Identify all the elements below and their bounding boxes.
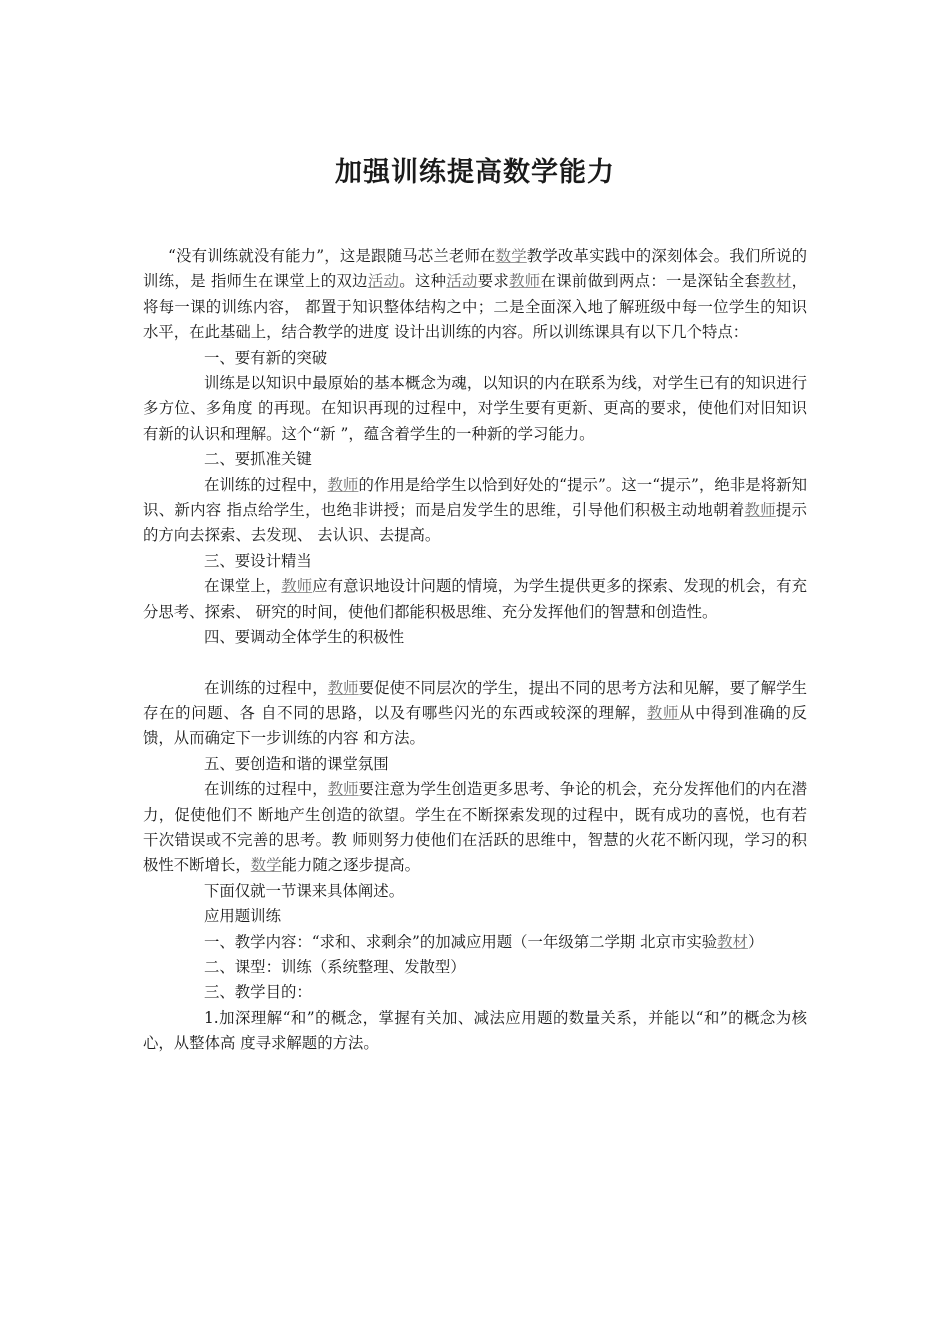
keyword-link[interactable]: 教师: [327, 475, 359, 494]
document-title: 加强训练提高数学能力: [335, 157, 615, 189]
keyword-link[interactable]: 活动: [367, 272, 400, 291]
blank-line: [143, 651, 807, 676]
paragraph-text: 在训练的过程中，: [204, 780, 328, 799]
intro-paragraph: [143, 244, 807, 346]
section-heading-1: 一、要有新的突破: [204, 348, 328, 367]
paragraph-text: 应有意识地设计问题的情境，为学生提供更多的探索、发现的机会，有充分思考、探索、 研究的时间，使他们都能积极思维、充分发挥他们的智慧和创造性。: [143, 577, 807, 621]
section-paragraph-3: [143, 574, 807, 625]
paragraph-text: 教学改革实践中的深刻体会。我们所说的训练，是 指师生在课堂上的双边: [143, 247, 807, 291]
paragraph-text: 1.加深理解“和”的概念，掌握有关加、减法应用题的数量关系，并能以“和”的概念为核心，从整体高 度寻求解题的方法。: [143, 1008, 807, 1053]
paragraph-text: 下面仅就一节课来具体阐述。: [204, 881, 405, 900]
keyword-link[interactable]: 教师: [646, 703, 680, 722]
keyword-link[interactable]: 教师: [744, 501, 776, 520]
lesson-intro-line: [143, 879, 807, 904]
paragraph-text: 要求: [477, 272, 510, 291]
section-heading-2: 二、要抓准关键: [204, 450, 312, 469]
lesson-goal-1: [143, 1006, 807, 1057]
section-paragraph-4: [143, 676, 807, 752]
section-paragraph-2: [143, 473, 807, 549]
section-heading-5: 五、要创造和谐的课堂氛围: [204, 754, 389, 773]
section-paragraph-5: [143, 777, 807, 879]
paragraph-text: 在训练的过程中，: [204, 678, 328, 697]
paragraph-text: 训练是以知识中最原始的基本概念为魂，以知识的内在联系为线，对学生已有的知识进行多方位、多角度 的再现。在知识再现的过程中，对学生要有更新、更高的要求，使他们对旧知识有新的认识和理解。这个“新 ”，蕴含着学生的一种新的学习能力。: [143, 374, 807, 443]
keyword-link[interactable]: 教师: [327, 780, 359, 799]
paragraph-text: 。这种: [399, 272, 447, 291]
section-paragraph-1: [143, 371, 807, 447]
keyword-link[interactable]: 活动: [446, 272, 478, 291]
paragraph-text: 在课前做到两点：一是深钻全套: [540, 272, 761, 291]
paragraph-text: 能力随之逐步提高。: [281, 856, 421, 875]
keyword-link[interactable]: 教师: [281, 577, 313, 596]
section-heading-3: 三、要设计精当: [204, 551, 312, 570]
lesson-type-line: [143, 955, 807, 980]
keyword-link[interactable]: 教材: [717, 932, 748, 951]
paragraph-text: 的作用是给学生以恰到好处的“提示”。这一“提示”，绝非是将新知识、新内容 指点给学生，也绝非讲授；而是启发学生的思维，引导他们积极主动地朝着: [143, 475, 807, 520]
keyword-link[interactable]: 教师: [509, 272, 541, 291]
paragraph-text: 三、教学目的：: [204, 983, 312, 1002]
paragraph-text: 要促使不同层次的学生，提出不同的思考方法和见解，要了解学生存在的问题、各 自不同的思路，以及有哪些闪光的东西或较深的理解，: [143, 678, 807, 722]
lesson-content-line: [143, 930, 807, 955]
keyword-link[interactable]: 数学: [495, 247, 527, 265]
paragraph-text: ）: [747, 932, 764, 951]
paragraph-text: 应用题训练: [204, 907, 281, 926]
document-body: [143, 244, 807, 1057]
paragraph-text: 从中得到准确的反馈，从而确定下一步训练的内容 和方法。: [143, 703, 807, 748]
paragraph-text: 要注意为学生创造更多思考、争论的机会，充分发挥他们的内在潜力，促使他们不 断地产生创造的欲望。学生在不断探索发现的过程中，既有成功的喜悦，也有若干次错误或不完善的思考。教 师则努力使他们在活跃的思维中，智慧的火花不断闪现，学习的积极性不断增长，: [143, 780, 807, 875]
lesson-title: [143, 904, 807, 929]
section-heading-4: 四、要调动全体学生的积极性: [204, 628, 405, 647]
paragraph-text: 一、教学内容：“求和、求剩余”的加减应用题（一年级第二学期 北京市实验: [204, 932, 718, 951]
keyword-link[interactable]: 数学: [250, 856, 282, 875]
paragraph-text: 二、课型：训练（系统整理、发散型）: [204, 957, 466, 976]
paragraph-text: “没有训练就没有能力”，这是跟随马芯兰老师在: [168, 247, 496, 265]
keyword-link[interactable]: 教师: [327, 678, 359, 697]
paragraph-text: 在课堂上，: [204, 577, 282, 596]
paragraph-text: ，将每一课的训练内容， 都置于知识整体结构之中；二是全面深入地了解班级中每一位学生的知识水平，在此基础上，结合教学的进度 设计出训练的内容。所以训练课具有以下几个特点：: [143, 272, 807, 342]
paragraph-text: 提示的方向去探索、去发现、 去认识、去提高。: [143, 501, 807, 545]
paragraph-text: 在训练的过程中，: [204, 475, 328, 494]
keyword-link[interactable]: 教材: [760, 272, 792, 291]
lesson-goal-heading: [143, 980, 807, 1005]
